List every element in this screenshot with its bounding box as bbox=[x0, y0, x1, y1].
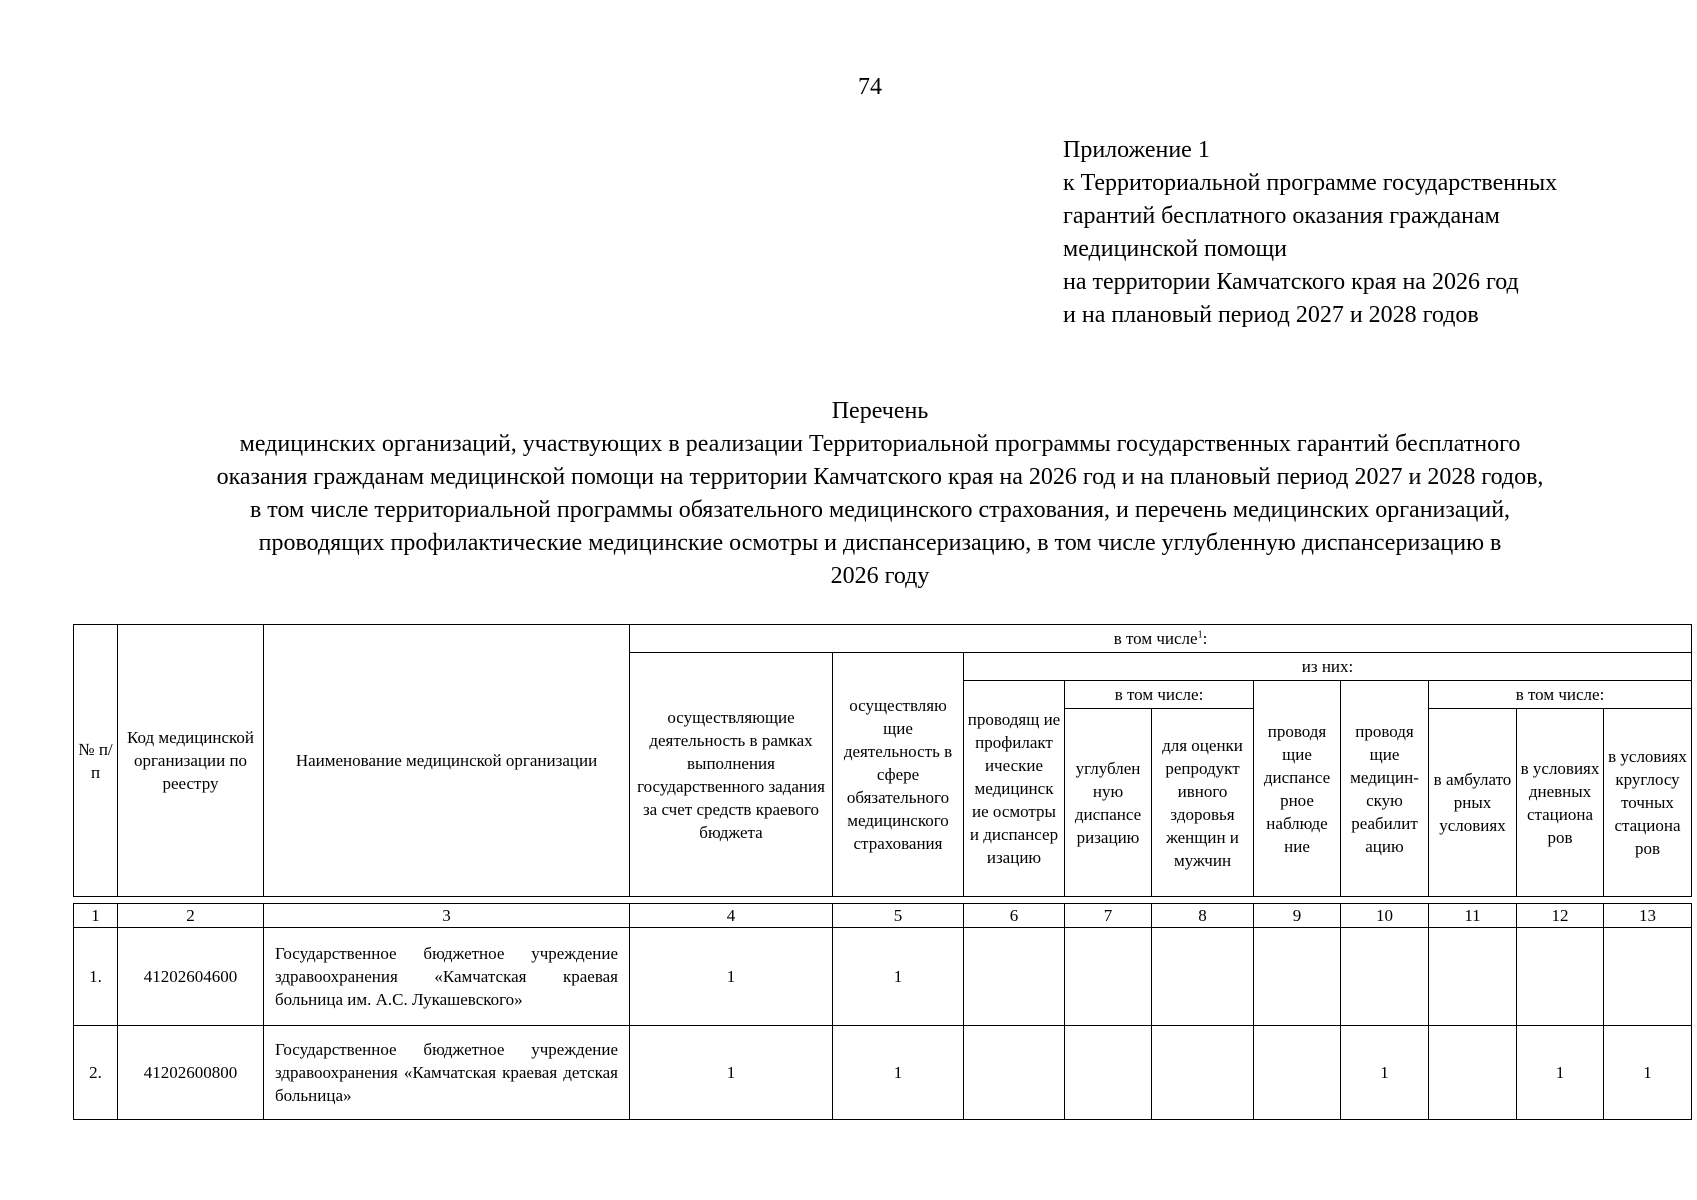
header-oms: осуществляю щие деятельность в сфере обязательного медицинского страхования bbox=[833, 653, 964, 897]
row-cell: 1 bbox=[833, 1026, 964, 1120]
footnote-mark: 1 bbox=[1197, 629, 1203, 641]
table-row bbox=[74, 1026, 1692, 1120]
column-number: 1 bbox=[74, 904, 118, 928]
page-number: 74 bbox=[858, 74, 882, 100]
column-number: 8 bbox=[1152, 904, 1254, 928]
header-incl-b: в том числе: bbox=[1429, 681, 1692, 709]
header-deep: углублен ную диспансе ризацию bbox=[1065, 709, 1152, 897]
header-code: Код медицинской организации по реестру bbox=[118, 625, 264, 897]
row-cell bbox=[1152, 1026, 1254, 1120]
column-number: 5 bbox=[833, 904, 964, 928]
appendix-line: к Территориальной программе государственных bbox=[1063, 170, 1558, 196]
header-of-them: из них: bbox=[964, 653, 1692, 681]
column-number: 7 bbox=[1065, 904, 1152, 928]
column-number: 12 bbox=[1517, 904, 1604, 928]
header-rehab: проводя щие медицин- скую реабилит ацию bbox=[1341, 681, 1429, 897]
title-line: 2026 году bbox=[830, 563, 930, 589]
row-cell bbox=[1429, 928, 1517, 1026]
header-amb: в амбулато рных условиях bbox=[1429, 709, 1517, 897]
row-cell bbox=[1429, 1026, 1517, 1120]
header-row bbox=[74, 625, 1692, 653]
title-line: медицинских организаций, участвующих в реализации Территориальной программы государственных гарантий бесплатного bbox=[239, 431, 1521, 457]
header-repro: для оценки репродукт ивного здоровья женщин и мужчин bbox=[1152, 709, 1254, 897]
title-line: Перечень bbox=[831, 398, 929, 424]
row-name: Государственное бюджетное учреждение здравоохранения «Камчатская краевая больница им. А.С. Лукашевского» bbox=[264, 928, 630, 1026]
header-disp: проводя щие диспансе рное наблюде ние bbox=[1254, 681, 1341, 897]
row-cell bbox=[1065, 1026, 1152, 1120]
header-name: Наименование медицинской организации bbox=[264, 625, 630, 897]
row-num: 2. bbox=[74, 1026, 118, 1120]
header-round: в условиях круглосу точных стациона ров bbox=[1604, 709, 1692, 897]
row-cell bbox=[1254, 1026, 1341, 1120]
row-cell: 1 bbox=[1517, 1026, 1604, 1120]
row-cell: 1 bbox=[630, 1026, 833, 1120]
table-gap bbox=[74, 897, 1692, 904]
title-line: в том числе территориальной программы обязательного медицинского страхования, и перечень медицинских организаций, bbox=[249, 497, 1511, 523]
document-title bbox=[70, 395, 1690, 593]
column-number: 6 bbox=[964, 904, 1065, 928]
row-num: 1. bbox=[74, 928, 118, 1026]
header-incl-a: в том числе: bbox=[1065, 681, 1254, 709]
appendix-line: Приложение 1 bbox=[1063, 137, 1210, 163]
appendix-line: медицинской помощи bbox=[1063, 236, 1287, 262]
column-number-row bbox=[74, 904, 1692, 928]
row-cell: 1 bbox=[833, 928, 964, 1026]
column-number: 11 bbox=[1429, 904, 1517, 928]
header-regional: осуществляющие деятельность в рамках выполнения государственного задания за счет средств краевого бюджета bbox=[630, 653, 833, 897]
row-code: 41202600800 bbox=[118, 1026, 264, 1120]
table-row bbox=[74, 928, 1692, 1026]
appendix-line: на территории Камчатского края на 2026 год bbox=[1063, 269, 1519, 295]
row-cell bbox=[1604, 928, 1692, 1026]
column-number: 13 bbox=[1604, 904, 1692, 928]
row-code: 41202604600 bbox=[118, 928, 264, 1026]
row-cell: 1 bbox=[630, 928, 833, 1026]
title-line: проводящих профилактические медицинские осмотры и диспансеризацию, в том числе углубленную диспансеризацию в bbox=[258, 530, 1502, 556]
column-number: 3 bbox=[264, 904, 630, 928]
header-day: в условиях дневных стациона ров bbox=[1517, 709, 1604, 897]
header-including: в том числе$^1$: bbox=[630, 625, 1692, 653]
column-number: 10 bbox=[1341, 904, 1429, 928]
column-number: 9 bbox=[1254, 904, 1341, 928]
column-number: 4 bbox=[630, 904, 833, 928]
row-cell bbox=[1152, 928, 1254, 1026]
row-cell bbox=[1341, 928, 1429, 1026]
row-cell bbox=[964, 928, 1065, 1026]
row-cell: 1 bbox=[1604, 1026, 1692, 1120]
column-number: 2 bbox=[118, 904, 264, 928]
appendix-block bbox=[1063, 134, 1557, 332]
organizations-table bbox=[73, 624, 1692, 1120]
row-cell bbox=[1065, 928, 1152, 1026]
title-line: оказания гражданам медицинской помощи на территории Камчатского края на 2026 год и на плановый период 2027 и 2028 годов, bbox=[216, 464, 1544, 490]
header-num: № п/п bbox=[74, 625, 118, 897]
row-name: Государственное бюджетное учреждение здравоохранения «Камчатская краевая детская больница» bbox=[264, 1026, 630, 1120]
row-cell bbox=[964, 1026, 1065, 1120]
appendix-line: и на плановый период 2027 и 2028 годов bbox=[1063, 302, 1479, 328]
row-cell bbox=[1254, 928, 1341, 1026]
row-cell bbox=[1517, 928, 1604, 1026]
row-cell: 1 bbox=[1341, 1026, 1429, 1120]
appendix-line: гарантий бесплатного оказания гражданам bbox=[1063, 203, 1500, 229]
header-prof: проводящ ие профилакт ические медицинск ие осмотры и диспансер изацию bbox=[964, 681, 1065, 897]
